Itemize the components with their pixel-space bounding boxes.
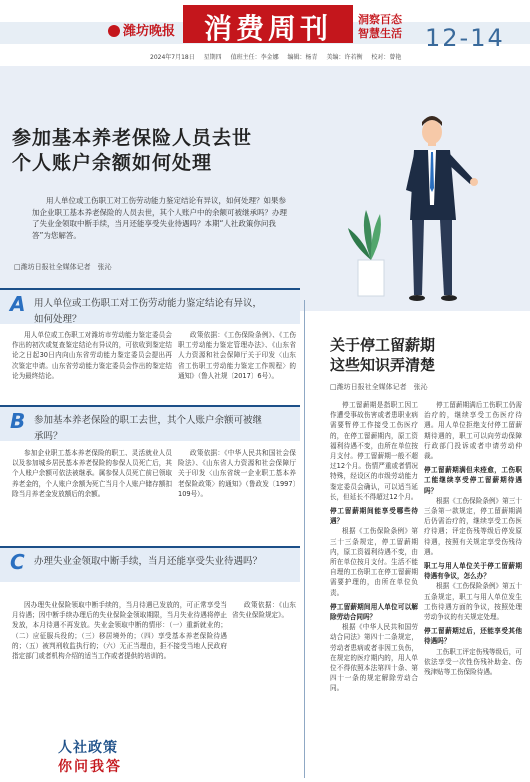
right-q3: 停工留薪期满但未痊愈，工伤职工能继续享受停工留薪期待遇吗？ — [424, 466, 522, 495]
article-source: □潍坊日报社全媒体记者 张沁 — [14, 263, 112, 271]
main-headline — [12, 126, 342, 176]
businessman-illustration — [340, 110, 510, 310]
source-text: 潍坊日报社全媒体记者 张沁 — [20, 263, 112, 271]
section-a — [0, 288, 300, 324]
right-a1: 根据《工伤保险条例》第三十三条规定，停工留薪期内，原工资福利待遇不变，由所在单位按月支付。生活不能自理的工伤职工在停工留薪期需要护理的，由所在单位负责。 — [330, 527, 418, 597]
right-a5: 工伤职工评定伤残等级后，可依法享受一次性伤残补助金、伤残津贴等工伤保险待遇。 — [424, 647, 522, 677]
proofreader: 校对：曾艳 — [371, 54, 402, 61]
right-q2: 停工留薪期间用人单位可以解除劳动合同吗？ — [330, 602, 418, 622]
logo-text: 潍坊晚报 — [123, 24, 176, 39]
column-logo-line1: 人社政策 — [58, 740, 118, 756]
right-article-source: □潍坊日报社全媒体记者 张沁 — [330, 383, 428, 391]
section-c-answer: 因办理失业保险领取中断手续的，当月待遇已发放的，可正常享受当月待遇；因中断手续办理后的失业保险金领取期限，当月失业待遇将停止发放，本月待遇不再发放。失业金领取中断的情形：（一）重新就业的；（二）应征服兵役的；（三）移居境外的；（四）享受基本养老保险待遇的；（五）被判刑收监执行的；（六）无正当理由，拒不接受当地人民政府指定部门或者机构介绍的适当工作或者提供的培训的。 — [12, 601, 227, 661]
column-logo — [58, 737, 148, 776]
headline-line1: 参加基本养老保险人员去世 — [12, 127, 253, 149]
section-c-basis: 政策依据：《山东省失业保险规定》。 — [232, 601, 296, 620]
section-a-question: 用人单位或工伤职工对工伤劳动能力鉴定结论有异议，如何处理？ — [34, 298, 263, 325]
section-b-letter: B — [10, 409, 26, 433]
section-title: 消费周刊 — [203, 12, 332, 45]
slogan — [358, 13, 402, 41]
section-c-header — [0, 546, 300, 582]
page-range: 12-14 — [425, 24, 505, 52]
right-intro-text: 停工留薪期是指职工因工作遭受事故伤害或者患职业病需要暂停工作接受工伤医疗的，在停工留薪期内，原工资福利待遇不变，由所在单位按月支付。停工留薪期一般不超过12个月。伤情严重或者情况特殊，经设区的市级劳动能力鉴定委员会确认，可以适当延长，但延长不得超过12个月。 — [330, 401, 418, 501]
section-a-header — [0, 288, 300, 324]
right-a3: 根据《工伤保险条例》第三十三条第一款规定，停工留薪期满后仍需治疗的，继续享受工伤医疗待遇；评定伤残等级后停发原待遇，按照有关规定享受伤残待遇。 — [424, 496, 522, 556]
section-b-answer: 参加企业职工基本养老保险的职工、灵活就业人员以及参加城乡居民基本养老保险的参保人员死亡后，其个人账户余额可依法被继承。属参保人员死亡前已领取养老金的，个人账户余额为死亡当月个人账户储存额扣除当月养老金发放额后的余额。 — [12, 449, 172, 498]
right-a2: 根据《中华人民共和国劳动合同法》第四十二条规定，劳动者患病或者非因工负伤，在规定的医疗期内的，用人单位不得依照本法第四十条、第四十一条的规定解除劳动合同。 — [330, 623, 418, 693]
right-q1: 停工留薪期间能享受哪些待遇？ — [330, 507, 418, 526]
right-headline-line2: 这些知识弄清楚 — [330, 356, 436, 374]
intro-paragraph: 用人单位或工伤职工对工伤劳动能力鉴定结论有异议，如何处理？如果参加企业职工基本养老保险的人员去世，其个人账户中的余额可被继承吗？办理了失业金领取中断手续，当月还能享受失业待遇吗？本期“人社政策你问我答”为您解答。 — [32, 196, 287, 240]
section-title-box — [183, 5, 353, 43]
editor: 编辑：杨青 — [287, 54, 318, 61]
column-divider — [304, 300, 305, 778]
logo-icon — [108, 25, 120, 37]
section-c-letter: C — [10, 550, 25, 574]
section-b-basis: 政策依据：《中华人民共和国社会保险法》、《山东省人力资源和社会保障厅关于印发〈山东省统一企业职工基本养老保险政策〉的通知》（鲁政发〔1997〕109号）。 — [178, 449, 296, 498]
duty-editor: 值班主任：李金娜 — [230, 54, 279, 61]
right-q4: 职工与用人单位关于停工留薪期待遇有争议，怎么办？ — [424, 562, 522, 581]
section-a-answer: 用人单位或工伤职工对潍坊市劳动能力鉴定委员会作出的初次或复查鉴定结论有异议的，可依收到鉴定结论之日起30日内向山东省劳动能力鉴定委员会提出再次鉴定申请。山东省劳动能力鉴定委员会作出的鉴定结论为最终结论。 — [12, 331, 172, 380]
right-headline-line1: 关于停工留薪期 — [330, 336, 436, 354]
section-a-letter: A — [10, 292, 26, 316]
right-source-text: 潍坊日报社全媒体记者 张沁 — [336, 383, 428, 391]
section-a-basis: 政策依据：《工伤保险条例》、《工伤职工劳动能力鉴定管理办法》、《山东省人力资源和社会保障厅关于印发〈山东省工伤职工劳动能力鉴定工作规程〉的通知》（鲁人社规〔2017〕6号）。 — [178, 331, 296, 380]
designer: 美编：许若衡 — [326, 54, 363, 61]
right-right-column — [424, 400, 522, 772]
column-logo-line2: 你问我答 — [58, 759, 122, 775]
section-b — [0, 405, 300, 441]
right-headline — [330, 335, 520, 375]
headline-line2: 个人账户余额如何处理 — [12, 152, 213, 174]
right-left-column — [330, 400, 418, 772]
right-a4: 根据《工伤保险条例》第五十五条规定，职工与用人单位发生工伤待遇方面的争议，按照处理劳动争议的有关规定处理。 — [424, 582, 522, 622]
right-text: 停工留薪期满后工伤职工仍需治疗的，继续享受工伤医疗待遇。用人单位拒绝支付停工留薪期待遇的，职工可以向劳动保障行政部门投诉或者申请劳动仲裁。 — [424, 401, 522, 461]
slogan-line2: 智慧生活 — [358, 27, 402, 40]
section-b-header — [0, 405, 300, 441]
masthead — [0, 0, 530, 64]
newspaper-logo — [108, 20, 175, 39]
issue-date: 2024年7月18日 — [150, 54, 195, 61]
right-q5: 停工留薪期过后，还能享受其他待遇吗？ — [424, 627, 522, 646]
section-c — [0, 546, 300, 582]
slogan-line1: 洞察百态 — [358, 13, 402, 26]
masthead-meta — [150, 52, 408, 61]
issue-weekday: 星期四 — [203, 54, 222, 61]
section-c-question: 办理失业金领取中断手续，当月还能享受失业待遇吗？ — [34, 556, 263, 567]
section-b-question: 参加基本养老保险的职工去世，其个人账户余额可被继承吗？ — [34, 415, 263, 442]
